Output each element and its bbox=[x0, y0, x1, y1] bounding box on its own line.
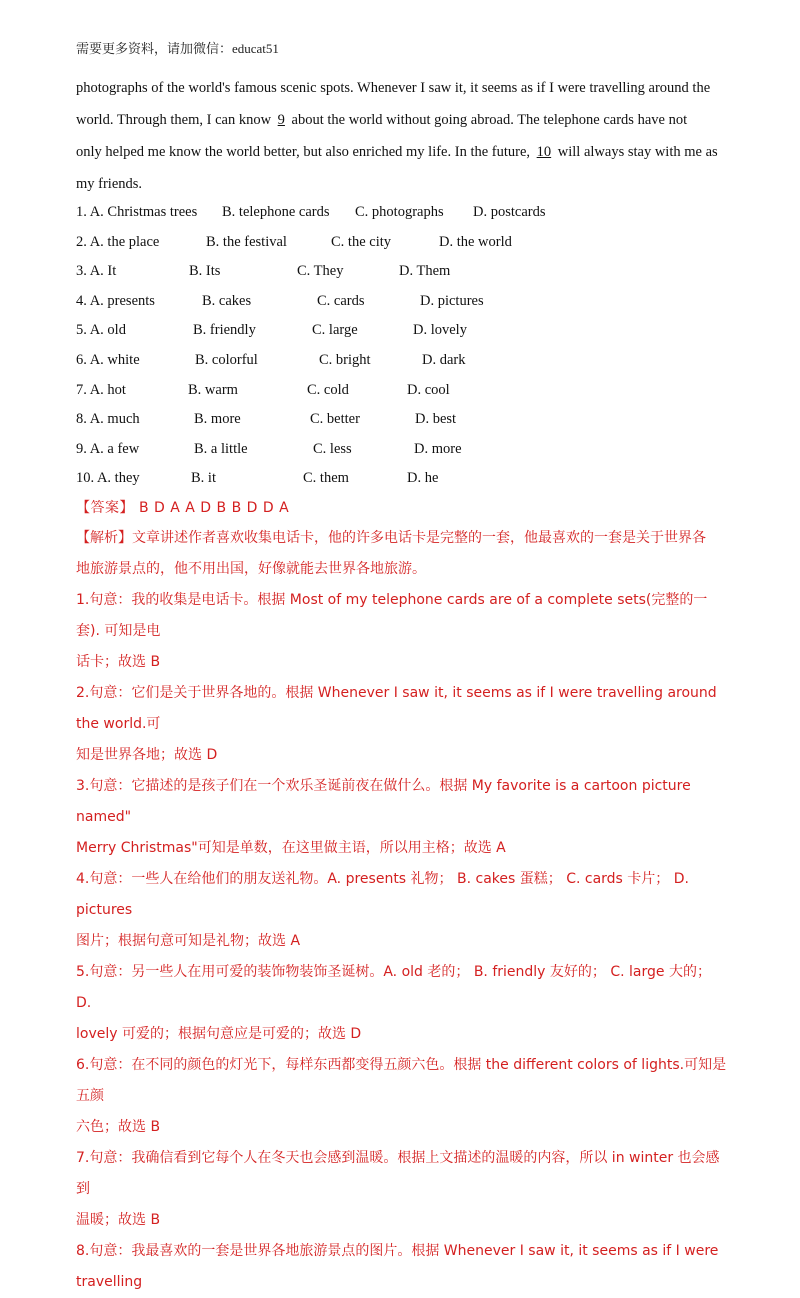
analysis-line: Merry Christmas"可知是单数，在这里做主语，所以用主格；故选 A bbox=[76, 840, 506, 856]
analysis-line: 温暖；故选 B bbox=[76, 1212, 161, 1228]
analysis-line: 5.句意：另一些人在用可爱的装饰物装饰圣诞树。A. old 老的； B. friendly 友好的； C. large 大的； D. bbox=[76, 964, 711, 1011]
passage-line: photographs of the world's famous scenic spots. Whenever I saw it, it seems as if I were travelling around the bbox=[76, 80, 711, 96]
analysis-line: 7.句意：我确信看到它每个人在冬天也会感到温暖。根据上文描述的温暖的内容，所以 in winter 也会感到 bbox=[76, 1150, 720, 1197]
analysis-line: 知是世界各地；故选 D bbox=[76, 747, 218, 763]
analysis-line: 6.句意：在不同的颜色的灯光下，每样东西都变得五颜六色。根据 the different colors of lights.可知是五颜 bbox=[76, 1057, 727, 1104]
analysis-line: lovely 可爱的；根据句意应是可爱的；故选 D bbox=[76, 1026, 362, 1042]
analysis-line: 六色；故选 B bbox=[76, 1119, 161, 1135]
blank-9: 9 bbox=[277, 112, 285, 128]
analysis-line: 1.句意：我的收集是电话卡。根据 Most of my telephone cards are of a complete sets(完整的一套). 可知是电 bbox=[76, 592, 708, 639]
analysis-line: 地旅游景点的，他不用出国，好像就能去世界各地旅游。 bbox=[76, 561, 426, 577]
passage-line: only helped me know the world better, but also enriched my life. In the future, 10 will always stay with me as bbox=[76, 144, 718, 160]
analysis-line: 【解析】文章讲述作者喜欢收集电话卡，他的许多电话卡是完整的一套，他最喜欢的一套是关于世界各 bbox=[76, 530, 706, 546]
analysis-line: 图片；根据句意可知是礼物；故选 A bbox=[76, 933, 301, 949]
analysis-section bbox=[76, 523, 728, 1298]
passage-line: world. Through them, I can know 9 about the world without going abroad. The telephone cards have not bbox=[76, 112, 688, 128]
analysis-line: 话卡；故选 B bbox=[76, 654, 161, 670]
passage-text bbox=[76, 72, 726, 200]
analysis-line: 3.句意：它描述的是孩子们在一个欢乐圣诞前夜在做什么。根据 My favorite is a cartoon picture named" bbox=[76, 778, 691, 825]
analysis-line: 4.句意：一些人在给他们的朋友送礼物。A. presents 礼物； B. cakes 蛋糕； C. cards 卡片； D. pictures bbox=[76, 871, 689, 918]
blank-10: 10 bbox=[536, 144, 552, 160]
answer-line: 【答案】 B D A A D B B D D A bbox=[76, 500, 290, 516]
passage-line: my friends. bbox=[76, 176, 143, 192]
page-header-note: 需要更多资料，请加微信：educat51 bbox=[76, 41, 279, 56]
analysis-line: 2.句意：它们是关于世界各地的。根据 Whenever I saw it, it seems as if I were travelling around the world.可 bbox=[76, 685, 717, 732]
analysis-line: 8.句意：我最喜欢的一套是世界各地旅游景点的图片。根据 Whenever I saw it, it seems as if I were travelling bbox=[76, 1243, 719, 1290]
